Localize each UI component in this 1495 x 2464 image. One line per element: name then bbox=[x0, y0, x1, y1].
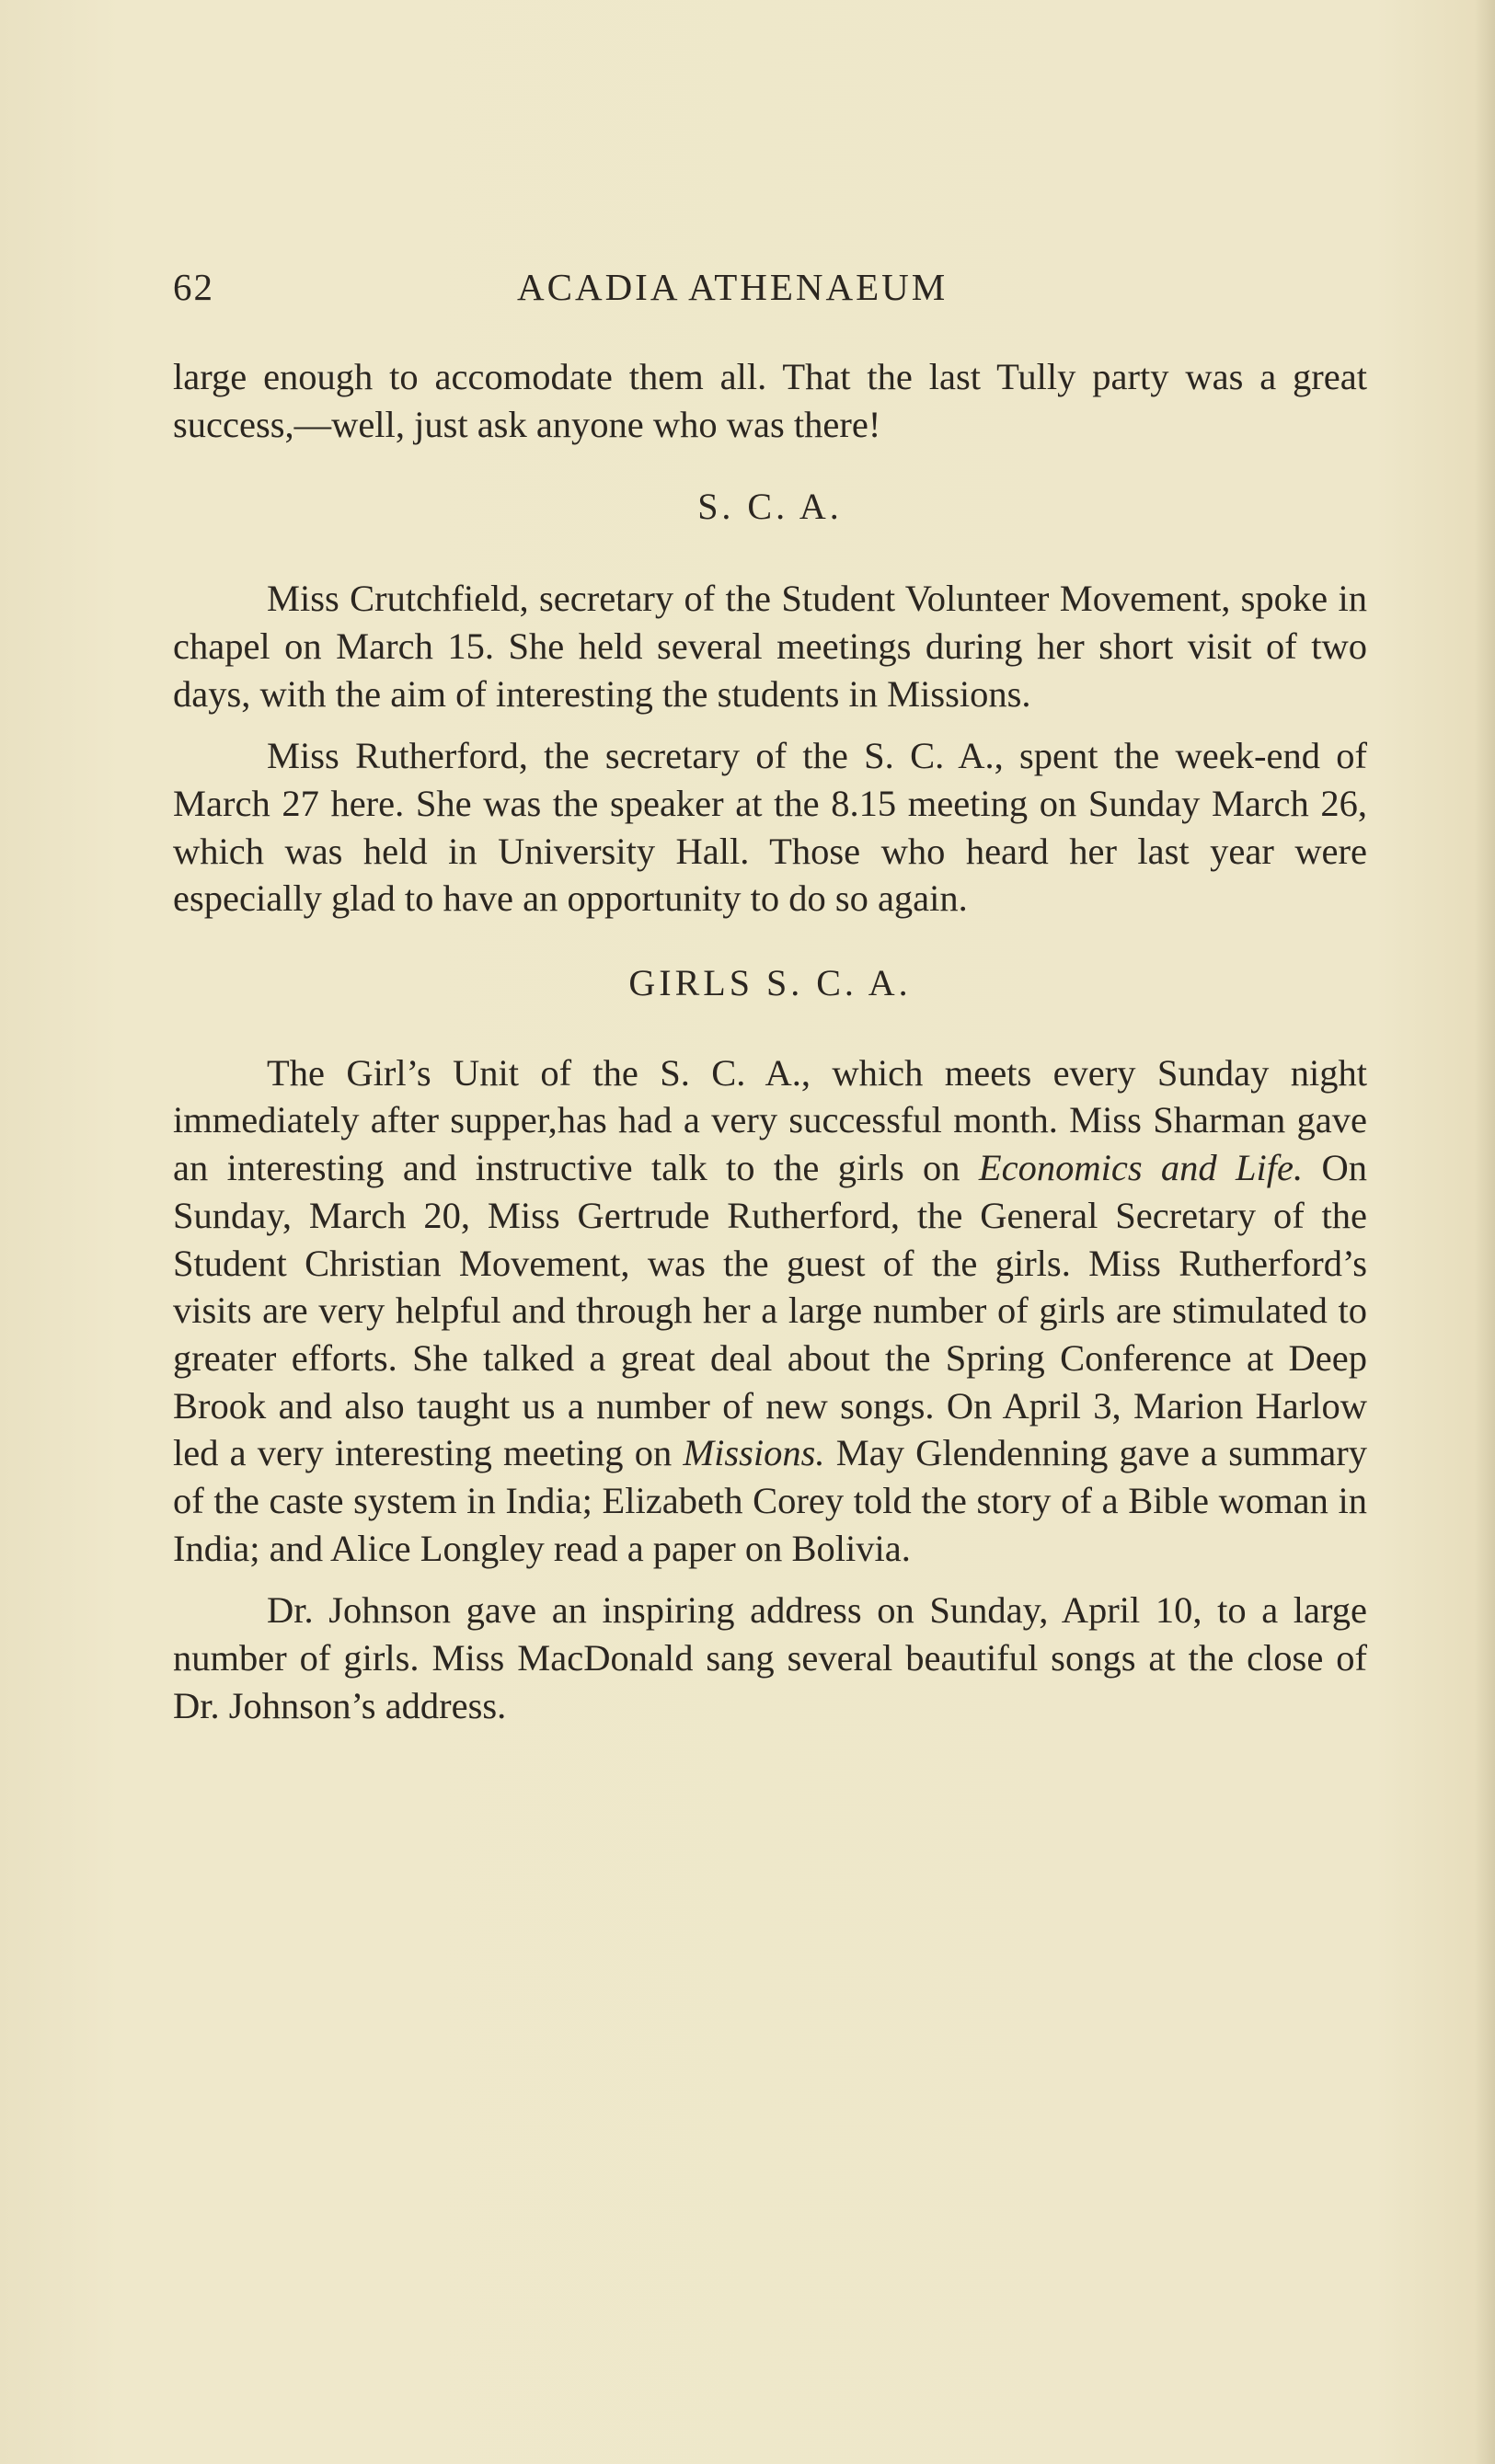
section-heading-sca: S. C. A. bbox=[697, 486, 843, 528]
article-body bbox=[173, 353, 1367, 1730]
continued-paragraph: large enough to accomodate them all. That the last Tully party was a great success,—well, just ask anyone who was there! bbox=[173, 356, 1367, 445]
italic-title-missions: Missions. bbox=[683, 1432, 825, 1474]
journal-title: ACADIA ATHENAEUM bbox=[517, 266, 949, 308]
sca-paragraph-crutchfield: Miss Crutchfield, secretary of the Student Volunteer Movement, spoke in chapel on March 15. She held several meetings during her short visit of two days, with the aim of interesting the students in Missions. bbox=[173, 578, 1367, 715]
sca-paragraph-rutherford: Miss Rutherford, the secretary of the S. C. A., spent the week-end of March 27 here. She was the speaker at the 8.15 meeting on Sunday March 26, which was held in University Hall. Those who heard her last year were especially glad to have an opportunity to do so again. bbox=[173, 735, 1367, 920]
girls-sca-text-part-2: On Sunday, March 20, Miss Gertrude Rutherford, the General Secretary of the Student Christian Movement, was the guest of the girls. Miss Rutherford’s visits are very helpful and through her a large number of girls are stimulated to greater efforts. She talked a great deal about the Spring Conference at Deep Brook and also taught us a number of new songs. On April 3, Marion Harlow led a very interesting meeting on bbox=[173, 1147, 1367, 1474]
girls-sca-paragraph-unit bbox=[173, 1049, 1367, 1573]
running-head bbox=[173, 258, 1367, 313]
girls-sca-text-part-3: May Glendenning gave a summary of the caste system in India; Elizabeth Corey told the story of a Bible woman in India; and Alice Longley read a paper on Bolivia. bbox=[173, 1432, 1367, 1569]
italic-title-economics-and-life: Economics and Life. bbox=[978, 1147, 1304, 1189]
page-content bbox=[173, 258, 1367, 1730]
section-heading-girls-sca: GIRLS S. C. A. bbox=[628, 962, 912, 1004]
girls-sca-paragraph-johnson: Dr. Johnson gave an inspiring address on Sunday, April 10, to a large number of girls. Miss MacDonald sang several beautiful songs at the close of Dr. Johnson’s address. bbox=[173, 1589, 1367, 1726]
page-edge-shadow bbox=[1475, 0, 1495, 2464]
girls-sca-text-part-1: The Girl’s Unit of the S. C. A., which meets every Sunday night immediately after supper,has had a very successful month. Miss Sharman gave an interesting and instructive talk to the girls on bbox=[173, 1051, 1367, 1189]
page-number: 62 bbox=[173, 266, 214, 308]
